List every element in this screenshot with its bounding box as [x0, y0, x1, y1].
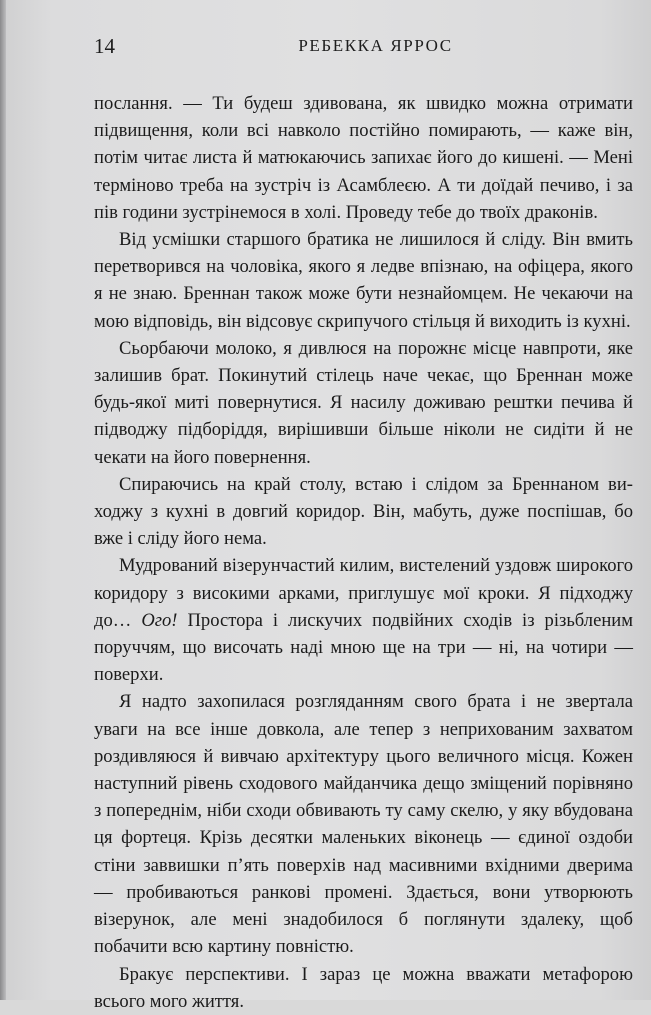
paragraph-5 — [94, 552, 633, 688]
page-edge-shadow — [0, 0, 6, 1000]
paragraph-7: Бракує перспективи. І зараз це можна вважати метафорою всього мого життя. — [94, 963, 633, 1012]
paragraph-5-end: Простора і лискучих подвійних сходів із різьбленим поруччям, що височать наді мною ще на три — ні, на чотири — поверхи. — [94, 609, 634, 686]
paragraph-1: послання. — Ти будеш здивована, як швидко можна отримати підвищення, коли всі навколо постійно помирають, — каже він, потім читає листа й матюкаючись запихає його до кишені. — Мені терміново треба на зустріч із Асамблеєю. А ти доїдай печиво, і за пів години зустрінемося в холі. Проведу тебе до твоїх драконів. — [94, 93, 633, 223]
paragraph-4: Спираючись на край столу, встаю і слідом за Бреннаном виходжу з кухні в довгий коридор. Він, мабуть, дуже поспішав, бо вже і сліду його нема. — [94, 473, 633, 550]
body-text — [94, 90, 633, 1015]
running-head-author: РЕБЕККА ЯРРОС — [298, 36, 453, 55]
paragraph-6: Я надто захопилася розгляданням свого брата і не звертала уваги на все інше довкола, але тепер з неприхованим захватом роздивляюся й вивчаю архітектуру цього величного місця. Кожен наступний рівень сходового майданчика дещо зміщений порівняно з попереднім, ніби сходи обвивають ту саму скелю, у яку вбудована ця фортеця. Крізь десятки маленьких віконець — єдиної оздоби стіни заввишки п’ять поверхів над масивними вхідними дверима — пробиваються ранкові промені. Здається, вони утворюють візерунок, але мені знадобилося б поглянути здалеку, щоб побачити всю картину повністю. — [94, 691, 633, 958]
paragraph-3: Сьорбаючи молоко, я дивлюся на порожнє місце навпроти, яке залишив брат. Покинутий стілець наче чекає, що Бреннан може будь-якої миті повернутися. Я насилу доживаю рештки печива й підводжу підборіддя, вирішивши більше ніколи не сидіти й не чекати на його повернення. — [94, 337, 633, 468]
italic-exclamation: Ого! — [141, 609, 178, 631]
page-number: 14 — [94, 34, 115, 58]
page-header — [94, 34, 617, 58]
paragraph-2: Від усмішки старшого братика не лишилося й сліду. Він вмить перетворився на чоловіка, якого я ледве впізнаю, на офіцера, якого я не знаю. Бреннан також може бути незнайомцем. Не чекаючи на мою відповідь, він відсовує скрипучого стільця й виходить із кухні. — [94, 229, 633, 332]
paragraph-5-start: Мудрований візерунчастий килим, вистелений уздовж широкого коридору з високими арками, приглушує мої кроки. Я підходжу до… — [94, 555, 633, 631]
